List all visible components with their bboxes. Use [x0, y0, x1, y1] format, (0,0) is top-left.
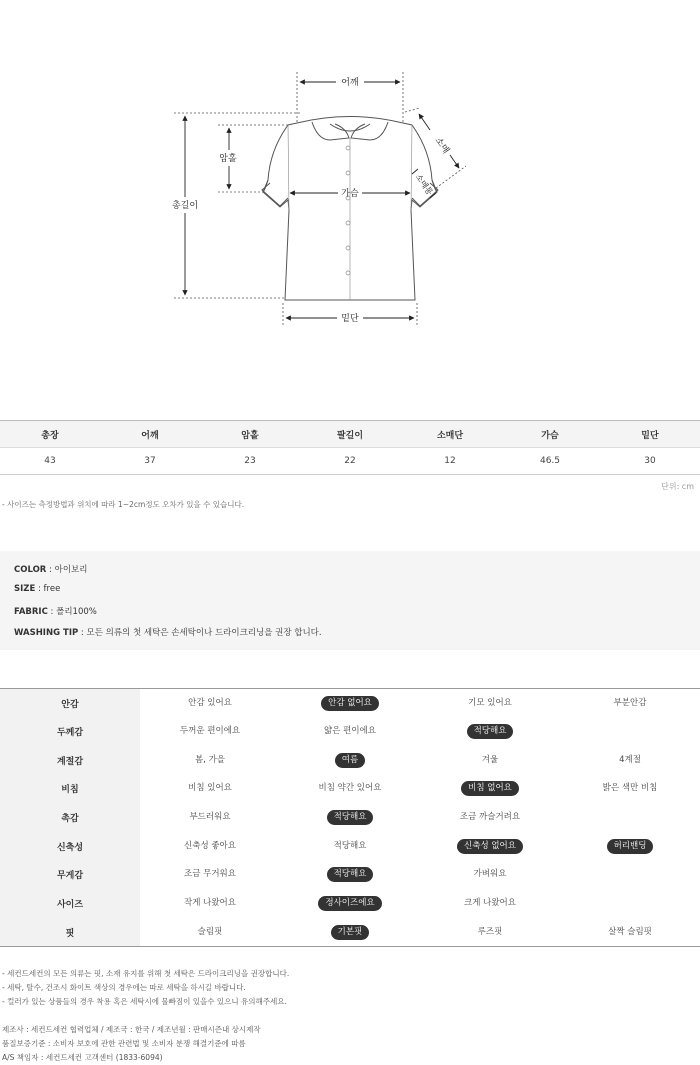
feature-label: 계절감 — [0, 746, 140, 775]
feature-option-cell — [280, 803, 420, 832]
feature-row — [0, 746, 700, 775]
size-diagram — [0, 0, 700, 400]
feature-option-cell — [140, 775, 280, 804]
label-sleeve: 소매 — [432, 135, 451, 156]
header-arm-length: 팔길이 — [300, 421, 400, 448]
feature-option-cell — [280, 717, 420, 746]
label-chest: 가슴 — [341, 189, 359, 199]
header-sleeve-end: 소매단 — [400, 421, 500, 448]
feature-option-cell — [420, 918, 560, 947]
feature-option-selected: 여름 — [335, 753, 365, 768]
feature-option: 살짝 슬림핏 — [608, 926, 652, 937]
feature-option: 부분안감 — [613, 697, 647, 708]
feature-label: 비침 — [0, 775, 140, 804]
feature-option: 조금 무거워요 — [184, 869, 236, 880]
feature-option: 안감 있어요 — [188, 697, 232, 708]
feature-option-selected: 적당해요 — [327, 867, 374, 882]
feature-option-cell — [420, 832, 560, 861]
feature-option: 적당해요 — [333, 840, 367, 851]
value-hem: 30 — [600, 448, 700, 475]
feature-option: 밝은 색만 비침 — [602, 783, 658, 794]
feature-option: 비침 있어요 — [188, 783, 232, 794]
feature-option-selected: 정사이즈에요 — [318, 896, 381, 911]
feature-option-cell — [560, 689, 700, 718]
feature-option-selected: 신축성 없어요 — [457, 839, 523, 854]
feature-option: 신축성 좋아요 — [184, 840, 236, 851]
feature-table — [0, 688, 700, 947]
feature-option-selected: 적당해요 — [327, 810, 374, 825]
feature-label: 사이즈 — [0, 889, 140, 918]
label-sleeve-width: 소매통 — [413, 172, 435, 197]
feature-option-selected: 적당해요 — [467, 724, 514, 739]
feature-option: 두꺼운 편이에요 — [179, 726, 241, 737]
value-total-length: 43 — [0, 448, 100, 475]
feature-option: 부드러워요 — [189, 812, 231, 823]
feature-option-cell — [560, 717, 700, 746]
feature-option-cell — [420, 889, 560, 918]
feature-option: 루즈핏 — [477, 926, 503, 937]
feature-option: 가벼워요 — [473, 869, 507, 880]
feature-option-cell — [420, 775, 560, 804]
feature-option-cell — [560, 889, 700, 918]
feature-label: 핏 — [0, 918, 140, 947]
feature-option-cell — [140, 832, 280, 861]
feature-option-cell — [140, 803, 280, 832]
feature-label: 촉감 — [0, 803, 140, 832]
feature-option: 봄, 가을 — [194, 754, 226, 765]
size-table-row — [0, 448, 700, 475]
label-hem: 밑단 — [341, 314, 359, 324]
feature-option: 4계절 — [619, 754, 641, 765]
feature-option-cell — [280, 746, 420, 775]
note-line: - 세컨드세컨의 모든 의류는 핏, 소재 유지를 위해 첫 세탁은 드라이크리닝을 권장합니다. — [2, 969, 290, 978]
value-arm-length: 22 — [300, 448, 400, 475]
value-shoulder: 37 — [100, 448, 200, 475]
feature-row — [0, 775, 700, 804]
feature-label: 신축성 — [0, 832, 140, 861]
feature-option-cell — [560, 861, 700, 890]
feature-option: 슬림핏 — [197, 926, 223, 937]
feature-option-cell — [420, 689, 560, 718]
feature-option: 조금 까슬거려요 — [459, 812, 521, 823]
feature-option: 작게 나왔어요 — [184, 898, 236, 909]
feature-row — [0, 918, 700, 947]
feature-option-cell — [560, 918, 700, 947]
header-armhole: 암홀 — [200, 421, 300, 448]
feature-option-cell — [420, 746, 560, 775]
maker-line: A/S 책임자 : 세컨드세컨 고객센터 (1833-6094) — [2, 1053, 163, 1062]
feature-option-cell — [280, 889, 420, 918]
feature-option: 기모 있어요 — [468, 697, 512, 708]
feature-row — [0, 803, 700, 832]
header-total-length: 총장 — [0, 421, 100, 448]
feature-row — [0, 832, 700, 861]
feature-option-selected: 비침 없어요 — [461, 781, 519, 796]
size-table-header — [0, 421, 700, 448]
size-table — [0, 420, 700, 475]
feature-option: 얇은 편이에요 — [324, 726, 376, 737]
note-line: - 컬러가 있는 상품들의 경우 착용 혹은 세탁시에 물빠짐이 있을수 있으니 유의해주세요. — [2, 997, 287, 1006]
feature-option-selected: 안감 없어요 — [321, 696, 379, 711]
feature-option-cell — [280, 689, 420, 718]
feature-option-selected: 허리밴딩 — [607, 839, 654, 854]
note-line: - 세탁, 탈수, 건조시 화이트 색상의 경우에는 따로 세탁을 하시길 바랍니다. — [2, 983, 246, 992]
feature-row — [0, 717, 700, 746]
feature-option-cell — [140, 861, 280, 890]
unit-label: 단위: cm — [661, 482, 694, 491]
feature-option-cell — [560, 775, 700, 804]
feature-row — [0, 889, 700, 918]
value-sleeve-end: 12 — [400, 448, 500, 475]
product-info-box — [0, 551, 700, 650]
feature-option-selected: 기본핏 — [331, 925, 370, 940]
info-color: COLOR : 아이보리 — [14, 565, 88, 575]
feature-option-cell — [140, 689, 280, 718]
feature-option-cell — [140, 746, 280, 775]
feature-option: 크게 나왔어요 — [464, 898, 516, 909]
feature-option-cell — [420, 861, 560, 890]
label-armhole: 암홀 — [219, 154, 237, 164]
feature-label: 안감 — [0, 689, 140, 718]
maker-line: 품질보증기준 : 소비자 보호에 관한 관련법 및 소비자 분쟁 해결기준에 따름 — [2, 1039, 246, 1048]
feature-option-cell — [280, 775, 420, 804]
feature-option: 비침 약간 있어요 — [318, 783, 382, 794]
feature-option-cell — [280, 861, 420, 890]
feature-label: 무게감 — [0, 861, 140, 890]
value-chest: 46.5 — [500, 448, 600, 475]
header-hem: 밑단 — [600, 421, 700, 448]
feature-option-cell — [280, 832, 420, 861]
feature-option-cell — [420, 803, 560, 832]
feature-option-cell — [560, 746, 700, 775]
size-note: - 사이즈는 측정방법과 위치에 따라 1~2cm정도 오차가 있을 수 있습니다. — [2, 500, 245, 509]
feature-option-cell — [140, 717, 280, 746]
feature-option: 겨울 — [481, 754, 499, 765]
feature-row — [0, 689, 700, 718]
header-chest: 가슴 — [500, 421, 600, 448]
feature-option-cell — [280, 918, 420, 947]
feature-option-cell — [560, 803, 700, 832]
feature-option-cell — [140, 918, 280, 947]
feature-option-cell — [140, 889, 280, 918]
label-total-length: 총길이 — [171, 201, 199, 211]
value-armhole: 23 — [200, 448, 300, 475]
feature-label: 두께감 — [0, 717, 140, 746]
feature-option-cell — [420, 717, 560, 746]
label-shoulder: 어깨 — [341, 78, 359, 88]
info-size: SIZE : free — [14, 584, 61, 594]
info-fabric: FABRIC : 폴리100% — [14, 607, 97, 617]
maker-line: 제조사 : 세컨드세컨 협력업체 / 제조국 : 한국 / 제조년월 : 판매시즌내 상시제작 — [2, 1025, 261, 1034]
info-washing: WASHING TIP : 모든 의류의 첫 세탁은 손세탁이나 드라이크리닝을 권장 합니다. — [14, 628, 322, 638]
feature-row — [0, 861, 700, 890]
feature-option-cell — [560, 832, 700, 861]
header-shoulder: 어깨 — [100, 421, 200, 448]
